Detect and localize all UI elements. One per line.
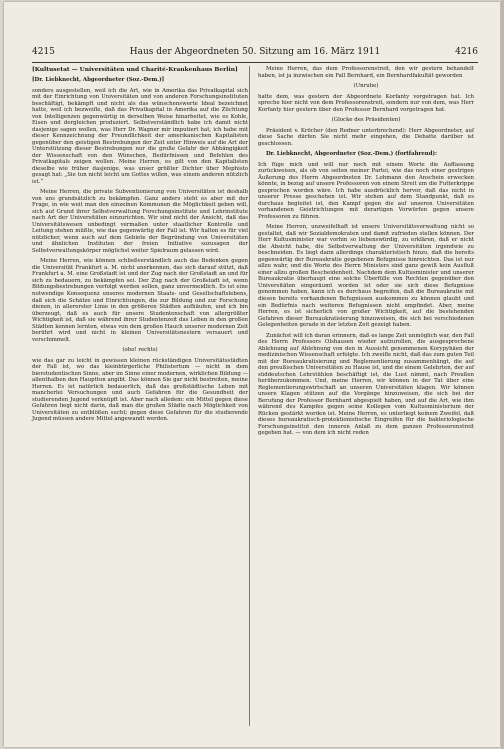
document-page <box>4 2 500 747</box>
section-heading: [Kultusetat — Universitäten und Charité-Krankenhaus Berlin] <box>32 66 238 73</box>
paragraph: Meine Herren, wie können schließverständlich auch das Bedenken gegen die Universität Frankfurt a. M. nicht anerkennen, das sich darauf stützt, daß Frankfurt a. M. eine Großstadt ist und der Zug nach der Großstadt an und für sich zu bedauern, zu bekämpfen sei. Der Zug nach der Großstadt ist, wenn Bildungsbestrebungen verfolgt werden sollen, ganz unvermeidlich. Es ist eine notwendige Konsequenz unseres modernen Staats- und Gesellschaftslebens, daß sich die Schätze und Einrichtungen, die zur Bildung und zur Forschung dienen, in allererster Linie in den größeren Städten aufhäufen, und ich bin überzeugt, daß es auch für unsere Studentenschaft von allergrößter Wichtigkeit ist, daß sie während ihrer Studentenzeit das Leben in den großen Städten kennen lernten, etwas von dem großen Hauch unserer modernen Zeit berührt wird und nicht in kleinen Universitätsnestern versauert und verschimmelt. <box>32 258 248 343</box>
page-number-right: 4216 <box>455 47 478 57</box>
paragraph: sonders ausgestellen, weil ich die Art, wie in Amerika das Privatkapital sich mit der Einrichtung von Universitäten und von anderen Forschungsinstituten beschäftigt, bekämpft und nicht als das wünschenswerte Ideal bezeichnet hatte, weil ich bezweifle, daß das Privatkapital in Amerika auf die Züchtung von Intelligenzen gegenwärtig in derselben Weise hinarbeitet, wie es Kohle, Eisen und dergleichen produziert. Selbstverständlich habe ich damit nicht dasjenige sagen wollen, was Herr Dr. Wagner mir imputiert hat, ich habe mit dieser Kennzeichnung der Freundlichkeit der amerikanischen Kapitalisten gegenüber den geistigen Bestrebungen der Zeit unter Hinweis auf die Art der Unterstützung dieser Bestrebungen nur die große Gefahr der Abhängigkeit der Wissenschaft von den Wünschen, Bedürfnissen und Befehlen des Privatkapitals zeigen wollen. Meine Herren, es gilt von den Kapitalisten dieselbe wie früher dasjenige, was unser größter Dichter über Mephisto gesagt hat: „Sie tun nicht leicht um Gottes willen, was einem anderen nützlich ist.“ <box>32 87 248 185</box>
header-rule <box>32 62 478 63</box>
left-column <box>32 66 248 427</box>
paragraph: wie das gar zu leicht in gewissen kleinen rückständigen Universitätsstädten der Fall ist, wo das kleinbürgerliche Philistertum — nicht in dem bierstudentischen Sinne, aber im Sinne einer modernen, wirklichen Bildung — allenthalben den Hauptton angibt. Das können Sie gar nicht bestreiten, meine Herren. Es ist natürlich bedauerlich, daß das großstädtische Leben mit mancherlei Versuchungen und auch Gefahren für die Gesundheit der studierenden Jugend verknüpft ist. Aber nach alledem: ein Mittel gegen diese Gefahren liegt nicht darin, daß man die großen Städte nach Möglichkeit von Universitäten zu entblößen sucht; gegen diese Gefahren für die studierende Jugend müssen andere Mittel angewandt werden. <box>32 357 248 423</box>
paragraph: Meine Herren, unzweifelhaft ist unsere Universitätsverwaltung nicht so gestaltet, daß wir Sozialdemokraten und damit zufrieden stellen können. Der Herr Kultusminister war vorhin so liebenswürdig, zu erklären, daß er nicht die Absicht habe, die Selbstverwaltung der Universitäten irgendwie zu beschneiden. Es liegt dann allerdings charakteristisch hinzu, daß die bereits gegenwärtig der Bureaukratie gegebenen Befugnisse hinreichten. Das ist nur allzu wahr, und die Worte des Herrn Ministers sind ganz gewiß kein Ausfluß einer allzu großen Bescheidenheit. Nachdem dem Kultusminister und unserer Bureaukratie überhaupt eine solche Überfülle von Rechten gegenüber den Universitäten eingeräumt worden ist oder sie sich diese Befugnisse genommen haben, kann ich es durchaus begreifen, daß die Bureaukratie mit diesen bereits vorhandenen Befugnissen auskommen zu können glaubt und ein Bedürfnis nach weiteren Befugnissen nicht empfindet. Aber, meine Herren, es ist sicherlich von großer Wichtigkeit, auf die bestehenden Gefahren dieser Bureaukratisierung hinzuweisen, die sich bei verschiedenen Gelegenheiten gerade in der letzten Zeit gezeigt haben. <box>258 224 474 329</box>
running-title: Haus der Abgeordneten 50. Sitzung am 16. März 1911 <box>129 47 381 57</box>
paragraph: Meine Herren, die private Subventionierung von Universitäten ist deshalb von uns grundsätzlich zu bekämpfen. Ganz anders steht es aber mit der Frage, in wie weit man den einzelnen Kommunen die Möglichkeit geben will, sich auf Grund ihrer Selbstverwaltung Forschungsinstitute und Lehrinstitute nach Art der Universitäten einzurichten. Wir sind nicht der Ansicht, daß das Universitätswesen unbedingt vermaßen unter staatlicher Kontrolle und Leitung stehen müßte, wie das gegenwärtig der Fall ist. Wir halten es für viel nützlicher, wenn auch auf dem Gebiete der Begründung von Universitäten und ähnlichen Instituten der freien Initiative sozusagen der Selbstverwaltungskörper möglichst weiter Spielraum gelassen wird. <box>32 189 248 254</box>
president-remark: Präsident v. Kröcher (den Redner unterbrechend): Herr Abgeordneter, auf diese Sache dürfen Sie nicht mehr eingehen, die Debatte darüber ist geschlossen. <box>258 127 474 147</box>
interjection: (Unruhe) <box>353 83 379 90</box>
paragraph: Zunächst will ich daran erinnern, daß es lange Zeit unmöglich war, den Fall des Herrn Professors Olshausen wieder aufzurollen, die ausgesprochene Ablehnung auf Ablehnung von den in Aussicht genommenen Korypyhäen der medizinischen Wissenschaft erfolgte. Ich zweifle nicht, daß das zum guten Teil mit der Bureaukratisierung und Reglementierung zusammenhängt, die auf den preußischen Universitäten zu Hause ist, und die einem Gelehrten, der auf süddeutschen Lehrstühlen beschäftigt ist, die Lust nimmt, nach Preußen herüberzukommen. Und, meine Herren, wir können in der Tat über eine Reglementierungswirtschaft an unseren Universitäten klagen. Wir können unsere Klagen stützen auf die Vorgänge hinzuweisen, die sich bei der Berufung der Professor Bernhard abgespielt haben, und auf die Art, wie ihm während des Kampfes gegen seine Kollegen vom Kultusministerium der Rücken gestärkt worden ist. Meine Herren, es unterliegt keinem Zweifel, daß dieses bureaukratisch-protektionistische Eingreifen für die bakteriologische Forschungsinstitut den inneren Anlaß zu dem ganzen Professorenstreit gegeben hat. — von dem ich nicht reden <box>258 332 474 437</box>
interjection: (oho! rechts) <box>122 347 158 354</box>
interjection: (Glocke des Präsidenten) <box>331 117 401 124</box>
page-header <box>32 46 478 58</box>
paragraph: Meine Herren, das dem Professorenstreit, den wir gestern behandelt haben, ist ja inzwischen ein Fall Bernhard, ein Bernhardfakultät geworden <box>258 66 474 79</box>
column-divider <box>249 66 250 726</box>
speaker-line: [Dr. Liebknecht, Abgeordneter (Soz.-Dem.)] <box>32 77 165 83</box>
page-number-left: 4215 <box>32 47 55 57</box>
paragraph: Ich füge mich und will nur noch mit einem Worte die Auffassung zurückweisen, als ob von seiten meiner Partei, wie das noch einer gestrigen Äußerung des Herrn Abgeordneten Dr. Lohmann den Anschein erwecken könnte, in bezug auf unsere Professoren von einem Streit um die Futterkrippe gesprochen worden wäre. Ich habe ausdrücklich hervor, daß das nicht in unserer Presse geschehen ist. Wir stehen auf dem Standpunkt, daß es durchaus begleitet ist, den Kampf gegen die auf unseren Universitäten vorhandenen Geistrichtungen mit derartigen Vorwürfen gegen unsere Professoren zu führen. <box>258 161 474 220</box>
paragraph: hatte dem, was gestern der Abgeordnete Korfanty vorgetragen hat. Ich spreche hier nicht von dem Professorenstreit, sondern nur von dem, was Herr Korfanty hier gestern über den Professor Bernhard vorgetragen hat. <box>258 93 474 113</box>
right-column <box>258 66 474 441</box>
speaker-line: Dr. Liebknecht, Abgeordneter (Soz.-Dem.) (fortfahrend): <box>266 151 438 158</box>
